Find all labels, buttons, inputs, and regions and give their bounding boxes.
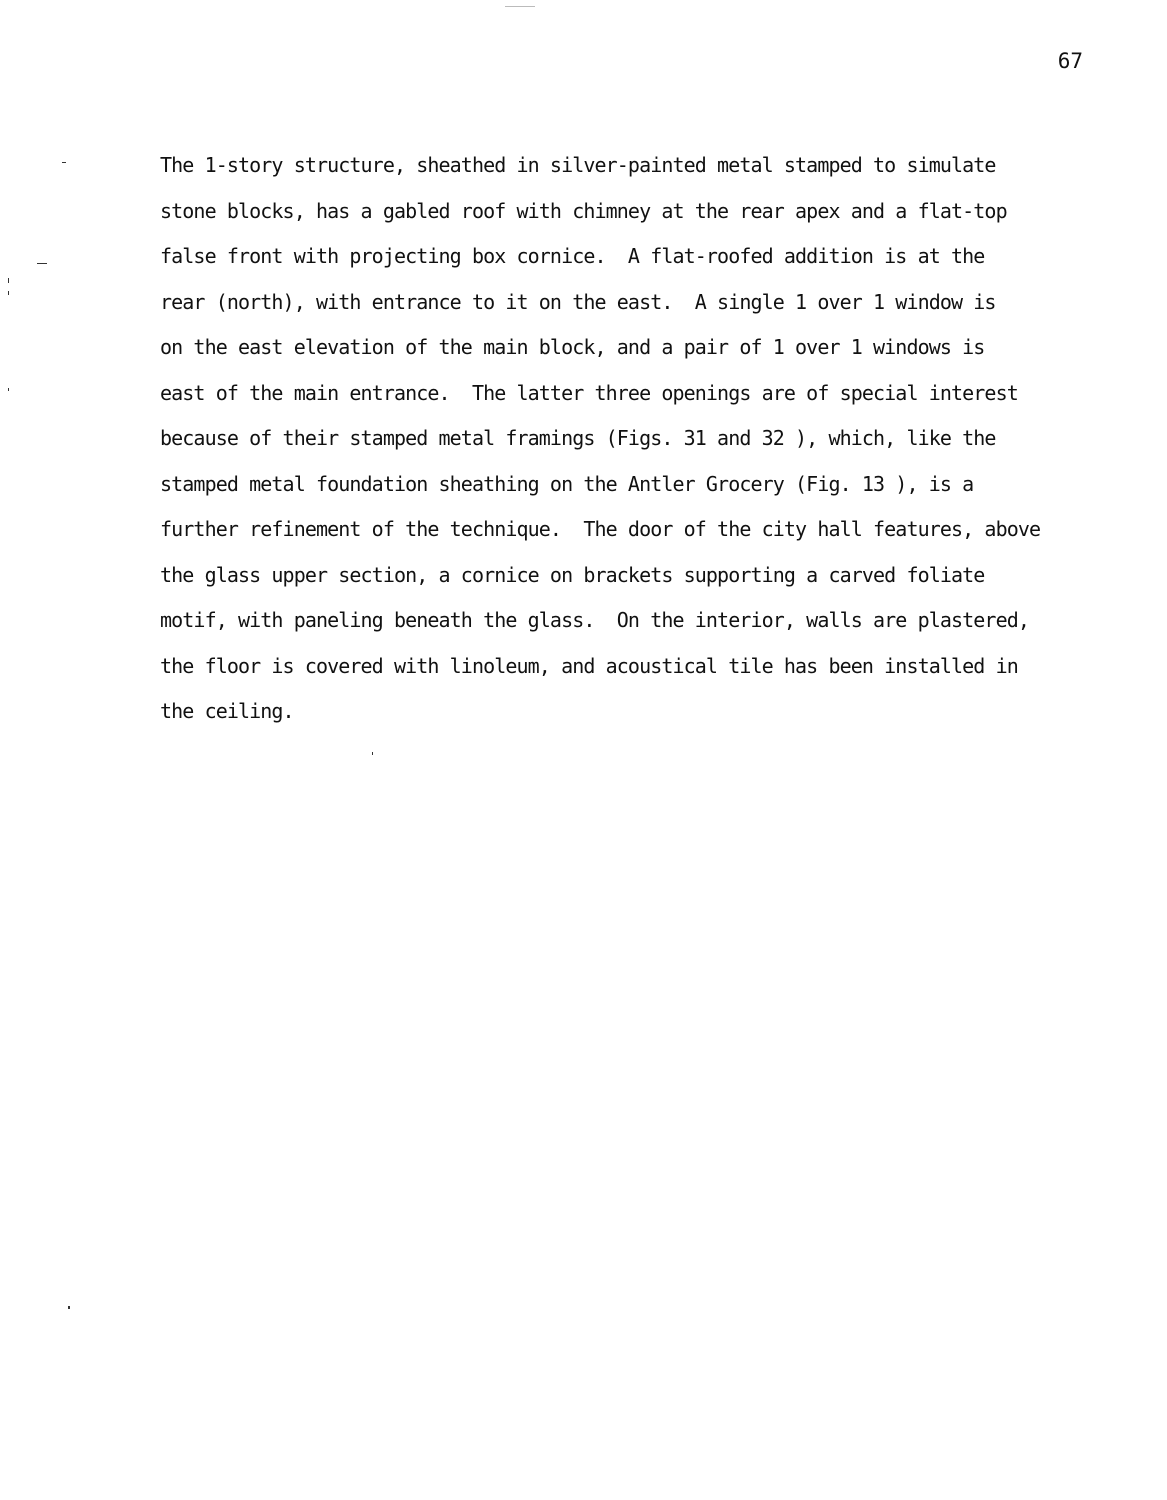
page-number: 67 [1057, 49, 1083, 73]
paragraph-line: east of the main entrance. The latter three openings are of special interest [160, 380, 1018, 405]
paragraph-line: the floor is covered with linoleum, and acoustical tile has been installed in [160, 653, 1018, 678]
paragraph-line: stamped metal foundation sheathing on the Antler Grocery (Fig. 13 ), is a [160, 471, 974, 496]
body-paragraph [160, 143, 1080, 735]
paragraph-line: motif, with paneling beneath the glass. On the interior, walls are plastered, [160, 608, 1029, 632]
scan-mark [68, 1306, 70, 1309]
paragraph-line: rear (north), with entrance to it on the east. A single 1 over 1 window is [160, 289, 996, 314]
scan-mark [505, 6, 535, 7]
scan-mark [372, 752, 373, 755]
paragraph-line: further refinement of the technique. The door of the city hall features, above [160, 517, 1041, 541]
paragraph-line: because of their stamped metal framings (Figs. 31 and 32 ), which, like the [160, 426, 996, 450]
paragraph-line: on the east elevation of the main block, and a pair of 1 over 1 windows is [160, 335, 985, 359]
paragraph-line: stone blocks, has a gabled roof with chimney at the rear apex and a flat-top [160, 198, 1007, 223]
scan-mark [8, 291, 9, 295]
paragraph-line: the ceiling. [160, 699, 294, 723]
paragraph-line: false front with projecting box cornice. A flat-roofed addition is at the [160, 244, 985, 268]
paragraph-line: the glass upper section, a cornice on brackets supporting a carved foliate [160, 562, 985, 587]
scan-mark [8, 278, 9, 283]
paragraph-line: The 1-story structure, sheathed in silver-painted metal stamped to simulate [160, 153, 996, 177]
scan-mark [62, 162, 66, 163]
scan-mark [37, 263, 47, 264]
scan-mark [8, 388, 9, 391]
